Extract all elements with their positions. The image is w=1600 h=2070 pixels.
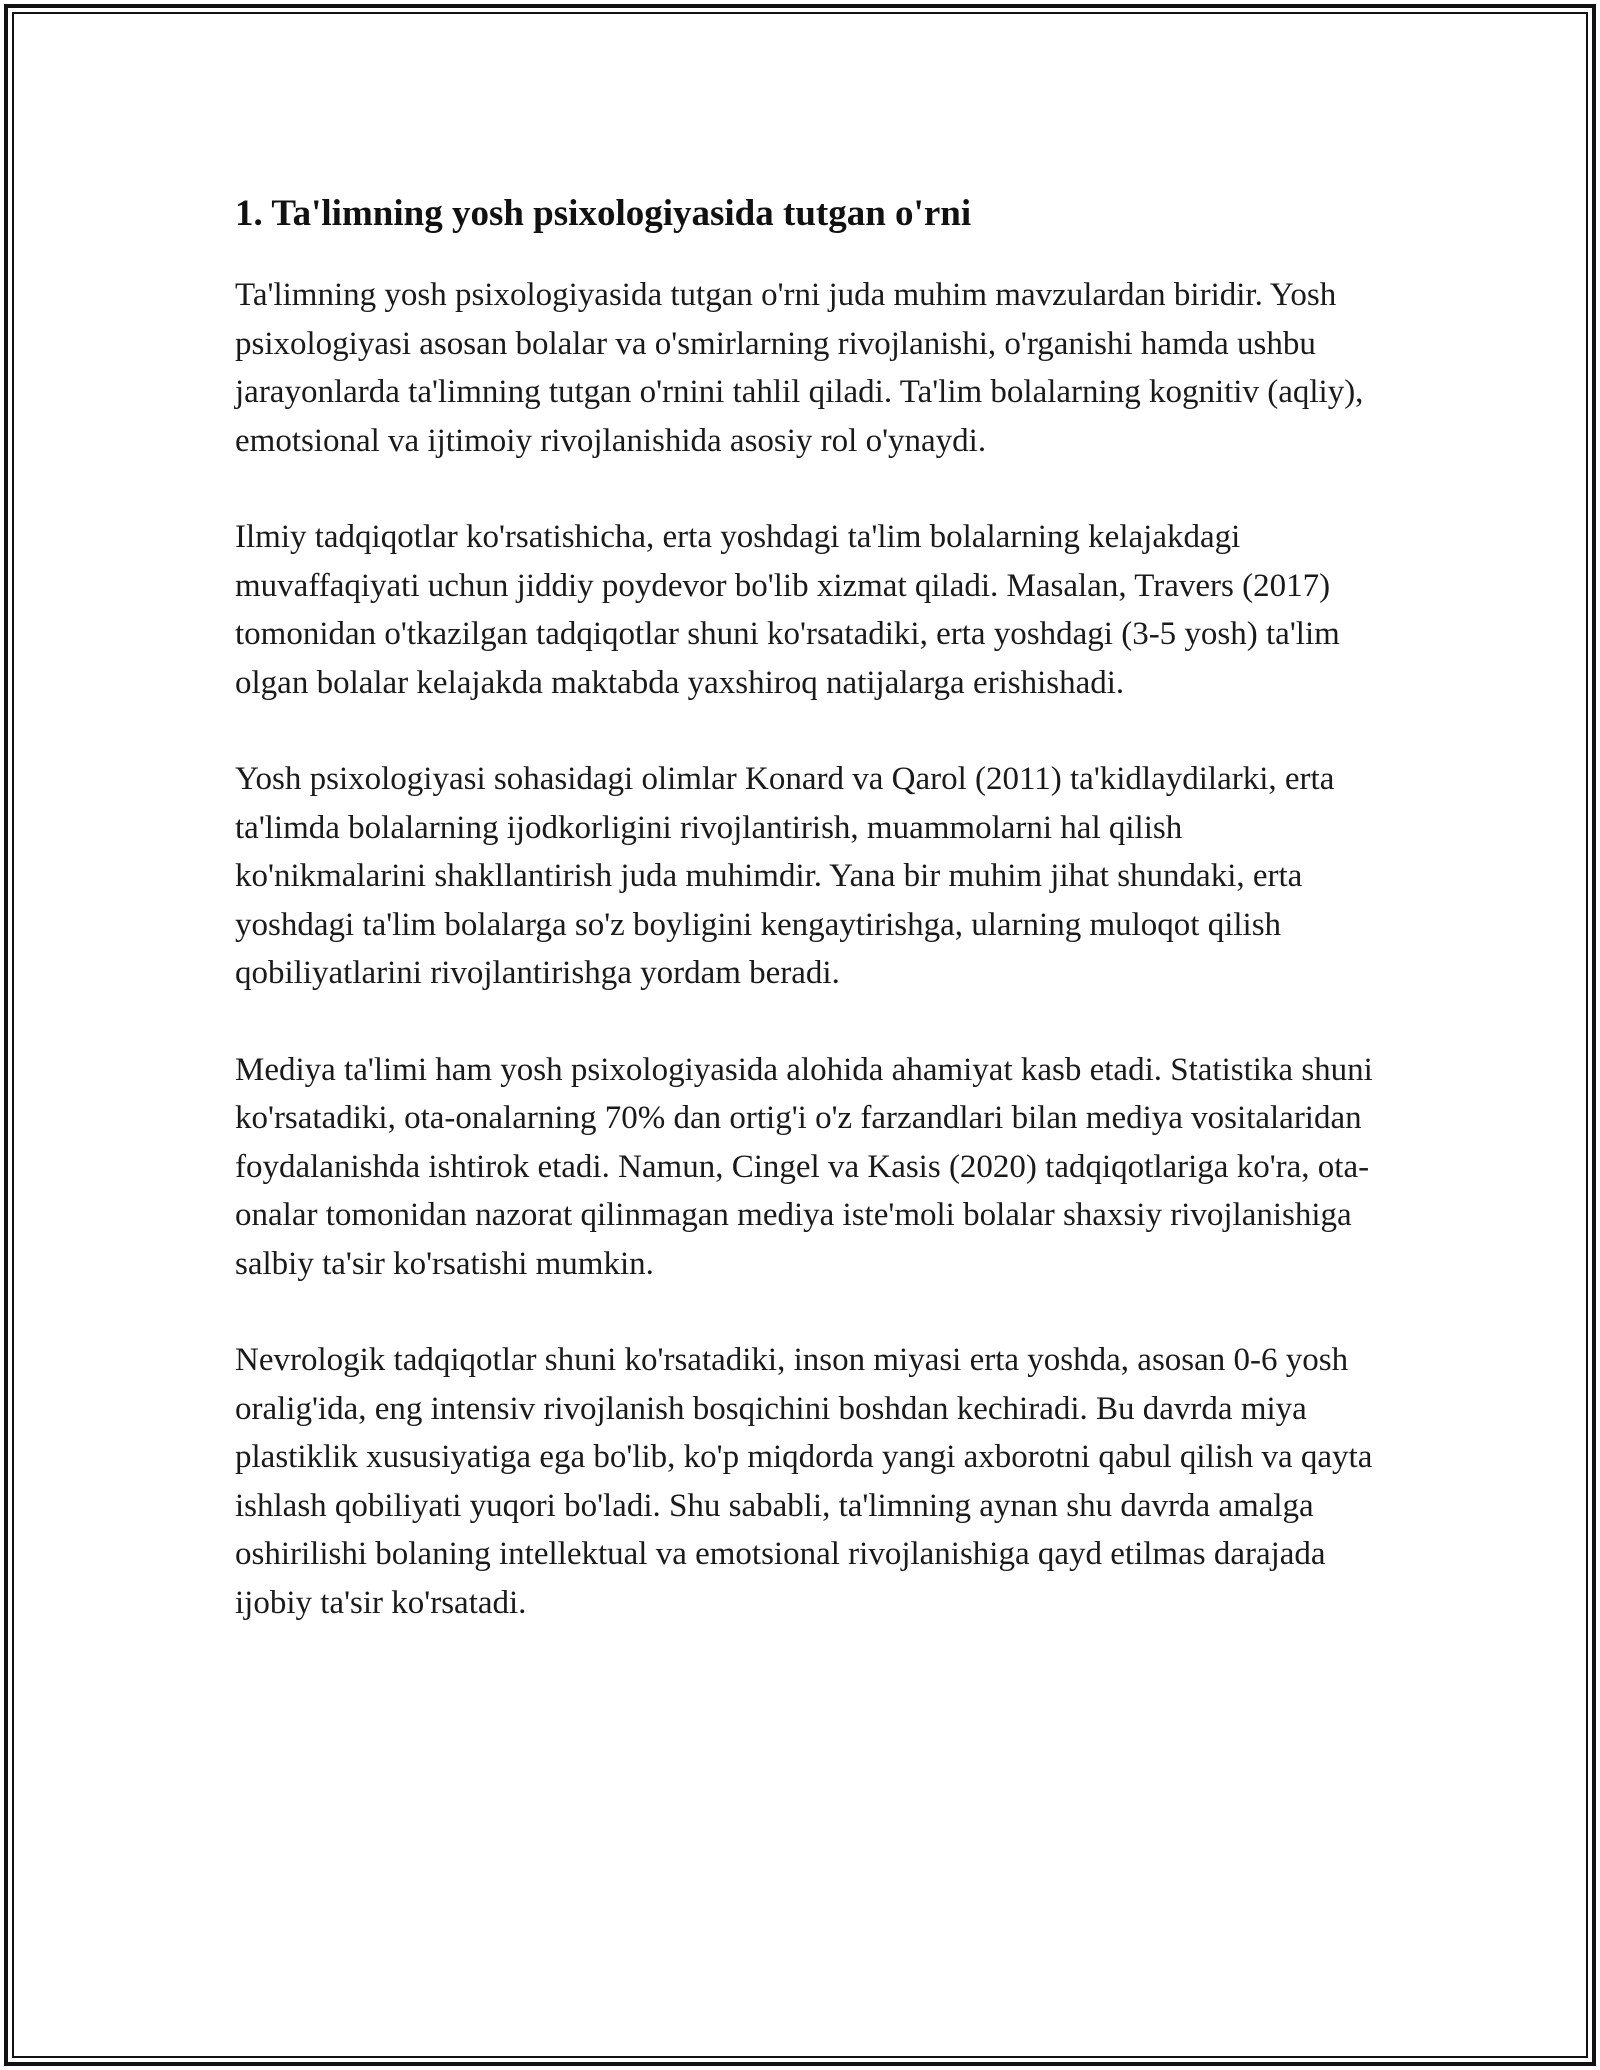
paragraph-2: Ilmiy tadqiqotlar ko'rsatishicha, erta yoshdagi ta'lim bolalarning kelajakdagi muvaffaqiyati uchun jiddiy poydevor bo'lib xizmat qiladi. Masalan, Travers (2017) tomonidan o'tkazilgan tadqiqotlar shuni ko'rsatadiki, erta yoshdagi (3-5 yosh) ta'lim olgan bolalar kelajakda maktabda yaxshiroq natijalarga erishishadi.: [235, 519, 1340, 701]
paragraph-3: Yosh psixologiyasi sohasidagi olimlar Konard va Qarol (2011) ta'kidlaydilarki, erta ta'limda bolalarning ijodkorligini rivojlantirish, muammolarni hal qilish ko'nikmalarini shakllantirish juda muhimdir. Yana bir muhim jihat shundaki, erta yoshdagi ta'lim bolalarga so'z boyligini kengaytirishga, ularning muloqot qilish qobiliyatlarini rivojlantirishga yordam beradi.: [235, 761, 1335, 991]
document-body: [235, 186, 1375, 1675]
section-heading: 1. Ta'limning yosh psixologiyasida tutgan o'rni: [235, 193, 972, 234]
paragraph-5: Nevrologik tadqiqotlar shuni ko'rsatadiki, inson miyasi erta yoshda, asosan 0-6 yosh oralig'ida, eng intensiv rivojlanish bosqichini boshdan kechiradi. Bu davrda miya plastiklik xususiyatiga ega bo'lib, ko'p miqdorda yangi axborotni qabul qilish va qayta ishlash qobiliyati yuqori bo'ladi. Shu sababli, ta'limning aynan shu davrda amalga oshirilishi bolaning intellektual va emotsional rivojlanishiga qayd etilmas darajada ijobiy ta'sir ko'rsatadi.: [235, 1342, 1373, 1621]
paragraph-1: Ta'limning yosh psixologiyasida tutgan o'rni juda muhim mavzulardan biridir. Yosh psixologiyasi asosan bolalar va o'smirlarning rivojlanishi, o'rganishi hamda ushbu jarayonlarda ta'limning tutgan o'rnini tahlil qiladi. Ta'lim bolalarning kognitiv (aqliy), emotsional va ijtimoiy rivojlanishida asosiy rol o'ynaydi.: [235, 277, 1364, 459]
paragraph-4: Mediya ta'limi ham yosh psixologiyasida alohida ahamiyat kasb etadi. Statistika shuni ko'rsatadiki, ota-onalarning 70% dan ortig'i o'z farzandlari bilan mediya vositalaridan foydalanishda ishtirok etadi. Namun, Cingel va Kasis (2020) tadqiqotlariga ko'ra, ota-onalar tomonidan nazorat qilinmagan mediya iste'moli bolalar shaxsiy rivojlanishiga salbiy ta'sir ko'rsatishi mumkin.: [235, 1051, 1373, 1282]
